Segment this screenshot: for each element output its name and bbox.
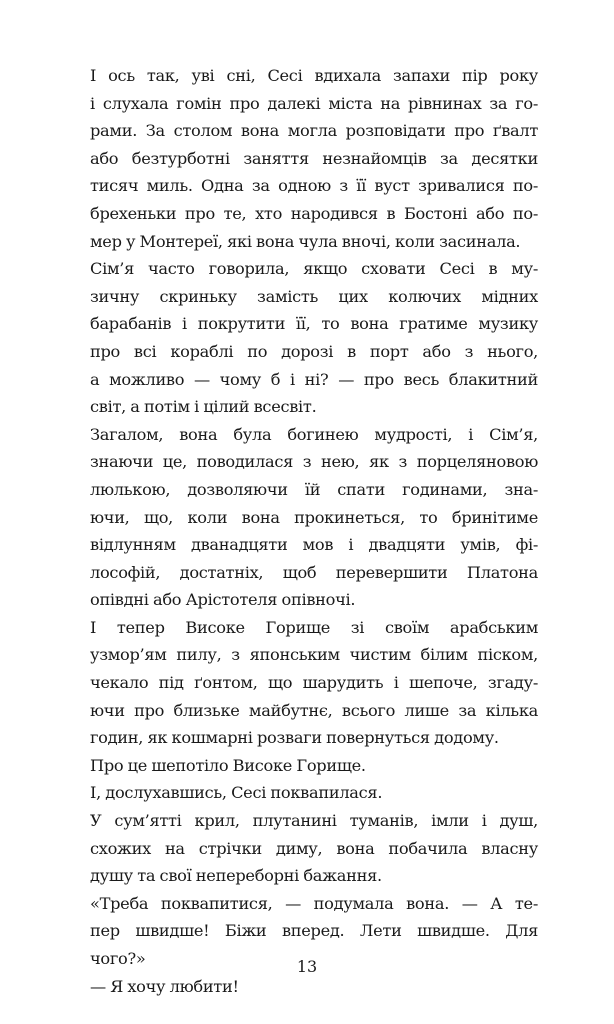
text-line: опівдні або Арістотеля опівночі. xyxy=(90,590,356,610)
text-line: пер швидше! Біжи вперед. Лети швидше. Для xyxy=(90,921,538,941)
text-line: Про це шепотіло Високе Горище. xyxy=(90,755,366,775)
text-line: І, дослухавшись, Сесі поквапилася. xyxy=(90,783,383,803)
text-line: І тепер Високе Горище зі своїм арабським xyxy=(90,617,538,637)
text-line: «Треба поквапитися, — подумала вона. — А те- xyxy=(90,893,538,913)
paragraph xyxy=(90,421,538,614)
text-line: І ось так, уві сні, Сесі вдихала запахи пір року xyxy=(90,66,538,85)
text-line: або безтурботні заняття незнайомців за десятки xyxy=(90,148,538,168)
text-line: душу та свої непереборні бажання. xyxy=(90,866,382,886)
text-line: узмор’ям пилу, з японським чистим білим піском, xyxy=(90,645,538,665)
paragraph xyxy=(90,614,538,752)
text-line: світ, а потім і цілий всесвіт. xyxy=(90,397,317,417)
text-line: люлькою, дозволяючи їй спати годинами, зна- xyxy=(90,479,538,499)
text-line: ючи про близьке майбутнє, всього лише за кілька xyxy=(90,700,538,720)
paragraph xyxy=(90,62,538,255)
text-line: тисяч миль. Одна за одною з її вуст зривалися по- xyxy=(90,176,538,196)
text-line: брехеньки про те, хто народився в Бостоні або по- xyxy=(90,203,538,223)
text-line: знаючи це, поводилася з нею, як з порцеляновою xyxy=(90,452,538,472)
text-line: про всі кораблі по дорозі в порт або з нього, xyxy=(90,341,538,361)
text-line: мер у Монтереї, які вона чула вночі, коли засинала. xyxy=(90,231,521,251)
text-line: ючи, що, коли вона прокинеться, то бринітиме xyxy=(90,507,538,527)
text-line: лософій, достатніх, щоб перевершити Платона xyxy=(90,562,538,582)
text-line: а можливо — чому б і ні? — про весь блакитний xyxy=(90,369,538,389)
text-line: і слухала гомін про далекі міста на рівнинах за го- xyxy=(90,93,538,113)
text-line: — Я хочу любити! xyxy=(90,976,239,996)
page-number: 13 xyxy=(296,957,318,976)
paragraph xyxy=(90,752,538,780)
text-line: барабанів і покрутити її, то вона гратиме музику xyxy=(90,314,538,334)
text-line: зичну скриньку замість цих колючих мідних xyxy=(90,286,538,306)
text-line: чекало під ґонтом, що шарудить і шепоче, згаду- xyxy=(90,673,538,693)
text-line: чого?» xyxy=(90,949,146,968)
text-line: годин, як кошмарні розваги повернуться додому. xyxy=(90,728,499,748)
text-line: рами. За столом вона могла розповідати про ґвалт xyxy=(90,121,538,141)
page-body xyxy=(90,62,538,1000)
text-line: Сім’я часто говорила, якщо сховати Сесі в му- xyxy=(90,259,538,279)
text-line: схожих на стрічки диму, вона побачила власну xyxy=(90,838,538,858)
paragraph xyxy=(90,973,538,1001)
text-line: Загалом, вона була богинею мудрості, і Сім’я, xyxy=(90,424,538,444)
text-line: У сум’ятті крил, плутанині туманів, імли і душ, xyxy=(90,811,538,831)
text-line: відлунням дванадцяти мов і двадцяти умів, фі- xyxy=(90,535,538,555)
paragraph xyxy=(90,779,538,807)
paragraph xyxy=(90,255,538,421)
paragraph xyxy=(90,807,538,890)
